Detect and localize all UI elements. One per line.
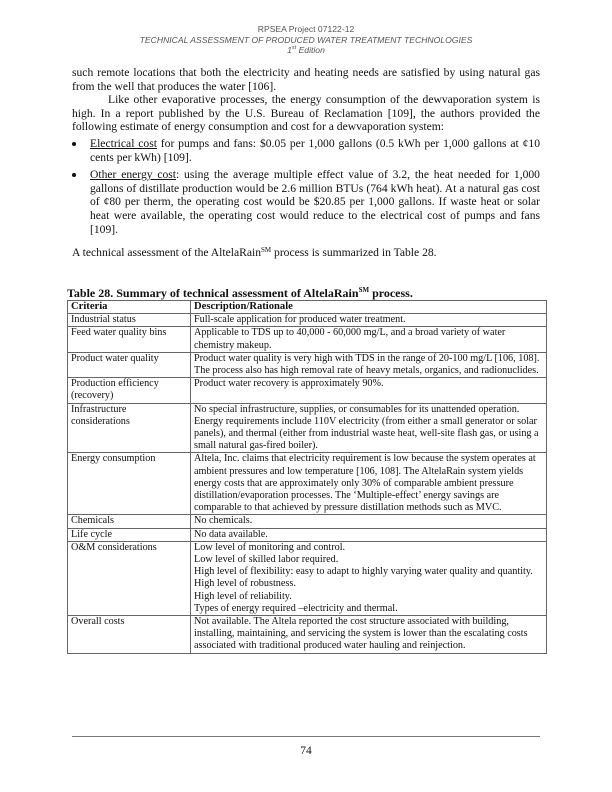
table-caption: Table 28. Summary of technical assessment of AltelaRain℠ process. — [67, 286, 413, 300]
bullet-text: for pumps and fans: $0.05 per 1,000 gallons (0.5 kWh per 1,000 gallons at ¢10 cents per kWh) [109]. — [90, 136, 540, 164]
description-cell: Full-scale application for produced water treatment. — [191, 314, 547, 327]
bullet-label: Other energy cost — [90, 168, 177, 182]
paragraph-energy: Like other evaporative processes, the energy consumption of the dewvaporation system is high. In a report published by the U.S. Bureau of Reclamation [109], the authors provided the following estimate of energy consumption and cost for a dewvaporation system: — [72, 93, 540, 134]
description-cell: Applicable to TDS up to 40,000 - 60,000 mg/L, and a broad variety of water chemistry makeup. — [191, 327, 547, 352]
description-cell: Altela, Inc. claims that electricity requirement is low because the system operates at ambient pressures and low temperature [106, 108]. The AltelaRain system yields energy costs that are approximately only 30% of comparable ambient pressure distillation/evaporation processes. The ‘Multiple-effect’ energy savings are comparable to that achieved by pressure distillation methods such as MVC. — [191, 453, 547, 515]
table-row — [68, 403, 547, 453]
criteria-cell: Production efficiency (recovery) — [68, 378, 191, 403]
body-text — [72, 66, 540, 260]
description-cell: Low level of monitoring and control. Low level of skilled labor required. High level of flexibility: easy to adapt to highly varying water quality and quantity. High level of robustness. High level of reliability. Types of energy required –electricity and thermal. — [191, 541, 547, 615]
criteria-cell: Product water quality — [68, 352, 191, 377]
criteria-cell: Industrial status — [68, 314, 191, 327]
cost-bullet-list — [72, 137, 540, 236]
table-row — [68, 352, 547, 377]
bullet-icon — [72, 142, 76, 146]
report-title: TECHNICAL ASSESSMENT OF PRODUCED WATER TREATMENT TECHNOLOGIES — [139, 34, 473, 45]
description-cell: No special infrastructure, supplies, or consumables for its unattended operation. Energy requirements include 110V electricity (from either a small generator or solar panels), and thermal (either from industrial waste heat, well-site flash gas, or using a small natural gas-fired boiler). — [191, 403, 547, 453]
table-row — [68, 314, 547, 327]
description-cell: No data available. — [191, 528, 547, 541]
table-row — [68, 616, 547, 654]
bullet-electrical-cost — [72, 137, 540, 164]
table-row — [68, 327, 547, 352]
table-row — [68, 453, 547, 515]
criteria-cell: Life cycle — [68, 528, 191, 541]
description-cell: No chemicals. — [191, 515, 547, 528]
paragraph-continuation: such remote locations that both the electricity and heating needs are satisfied by using natural gas from the well that produces the water [106]. — [72, 66, 540, 93]
criteria-cell: Infrastructure considerations — [68, 403, 191, 453]
criteria-cell: Energy consumption — [68, 453, 191, 515]
bullet-label: Electrical cost — [90, 136, 157, 150]
description-cell: Product water quality is very high with TDS in the range of 20-100 mg/L [106, 108]. The process also has high removal rate of heavy metals, organics, and radionuclides. — [191, 352, 547, 377]
page-number: 74 — [300, 745, 312, 757]
criteria-cell: Chemicals — [68, 515, 191, 528]
bullet-other-energy-cost — [72, 168, 540, 236]
table-header-row — [68, 301, 547, 314]
criteria-cell: Overall costs — [68, 616, 191, 654]
bullet-text: : using the average multiple effect value of 3.2, the heat needed for 1,000 gallons of distillate production would be 2.6 million BTUs (764 kWh heat). At a natural gas cost of ¢80 per therm, the operating cost would be $20.85 per 1,000 gallons. If waste heat or solar heat were available, the operating cost would reduce to the electrical cost of pumps and fans [109]. — [90, 168, 540, 236]
description-cell: Not available. The Altela reported the cost structure associated with building, installing, maintaining, and servicing the system is lower than the escalating costs associated with traditional produced water hauling and reinjection. — [191, 616, 547, 654]
column-header-description: Description/Rationale — [191, 301, 547, 314]
description-cell: Product water recovery is approximately 90%. — [191, 378, 547, 403]
page-header — [0, 24, 612, 56]
assessment-table — [67, 300, 547, 654]
footer-divider — [72, 736, 540, 737]
table-row — [68, 541, 547, 615]
table-row — [68, 378, 547, 403]
criteria-cell: Feed water quality bins — [68, 327, 191, 352]
column-header-criteria: Criteria — [68, 301, 191, 314]
project-id: RPSEA Project 07122-12 — [257, 24, 355, 34]
bullet-icon — [72, 173, 76, 177]
table-row — [68, 528, 547, 541]
edition: 1st Edition — [287, 45, 325, 56]
criteria-cell: O&M considerations — [68, 541, 191, 615]
table-row — [68, 515, 547, 528]
summary-sentence: A technical assessment of the AltelaRain℠ process is summarized in Table 28. — [72, 246, 437, 260]
